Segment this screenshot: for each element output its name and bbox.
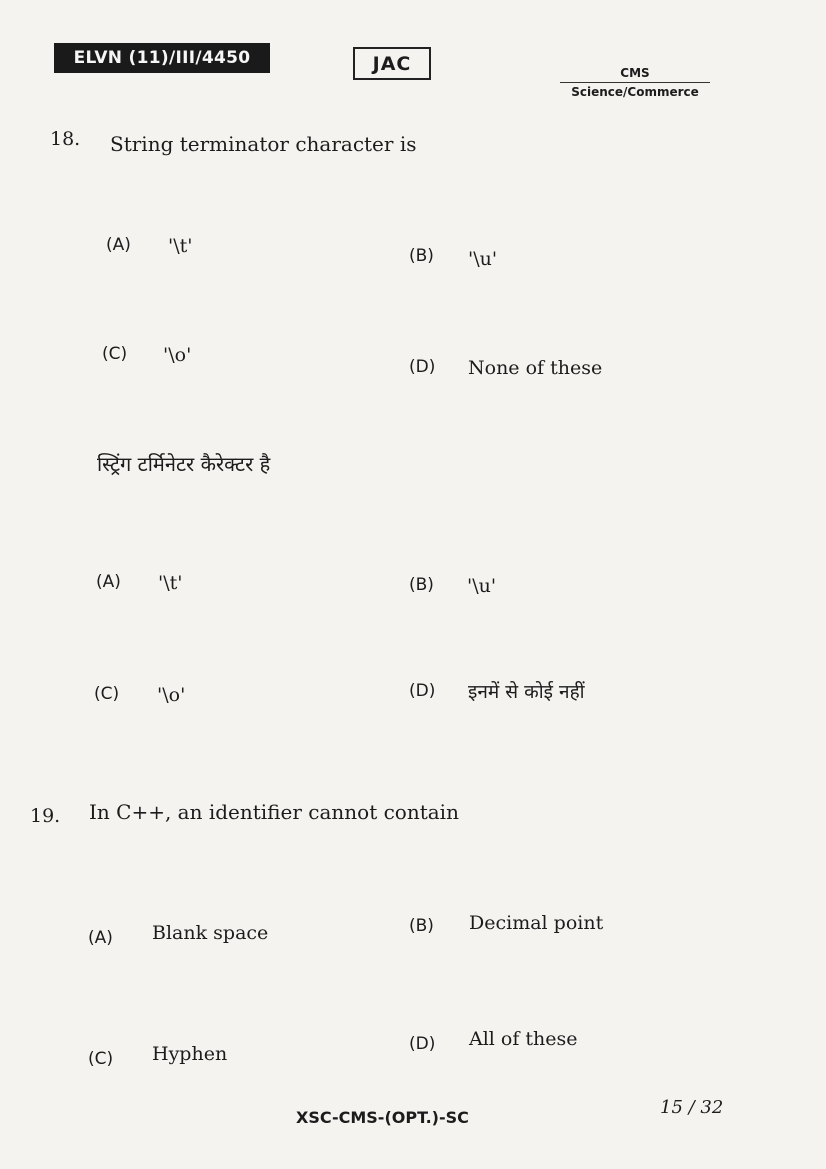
q18-hindi-option-a-letter: (A)	[96, 572, 121, 592]
board-label: JAC	[353, 47, 431, 80]
stream-label: Science/Commerce	[571, 85, 699, 99]
q19-option-a-text: Blank space	[152, 922, 269, 944]
q18-option-c-letter: (C)	[102, 344, 128, 364]
q18-hindi-option-d-text: इनमें से कोई नहीं	[468, 681, 585, 703]
question-19-text: In C++, an identifier cannot contain	[89, 800, 459, 824]
q19-option-b-text: Decimal point	[469, 912, 604, 934]
q18-option-a-text: '\t'	[168, 235, 193, 257]
q18-hindi-option-c-text: '\o'	[157, 684, 186, 706]
exam-code-footer: XSC-CMS-(OPT.)-SC	[296, 1108, 469, 1127]
subject-block	[560, 66, 710, 99]
q18-option-d-text: None of these	[468, 357, 603, 379]
q19-option-c-text: Hyphen	[152, 1043, 228, 1065]
q18-option-d-letter: (D)	[409, 357, 436, 377]
subject-code: CMS	[560, 66, 710, 83]
q18-hindi-option-c-letter: (C)	[94, 684, 120, 704]
q18-hindi-option-d-letter: (D)	[409, 681, 436, 701]
q19-option-c-letter: (C)	[88, 1049, 114, 1069]
q18-option-b-text: '\u'	[468, 248, 498, 270]
question-19-number: 19.	[30, 805, 61, 827]
question-18-number: 18.	[50, 128, 81, 150]
question-18-hindi-text: स्ट्रिंग टर्मिनेटर कैरेक्टर है	[97, 452, 271, 476]
q18-hindi-option-b-text: '\u'	[467, 575, 497, 597]
q18-hindi-option-a-text: '\t'	[158, 572, 183, 594]
paper-code-label: ELVN (11)/III/4450	[54, 43, 270, 73]
q18-option-a-letter: (A)	[106, 235, 131, 255]
q19-option-a-letter: (A)	[88, 928, 113, 948]
q18-option-c-text: '\o'	[163, 344, 192, 366]
q18-option-b-letter: (B)	[409, 246, 434, 266]
q18-hindi-option-b-letter: (B)	[409, 575, 434, 595]
page-number: 15 / 32	[660, 1097, 724, 1118]
question-18-text: String terminator character is	[110, 132, 417, 156]
q19-option-b-letter: (B)	[409, 916, 434, 936]
q19-option-d-text: All of these	[469, 1028, 578, 1050]
q19-option-d-letter: (D)	[409, 1034, 436, 1054]
